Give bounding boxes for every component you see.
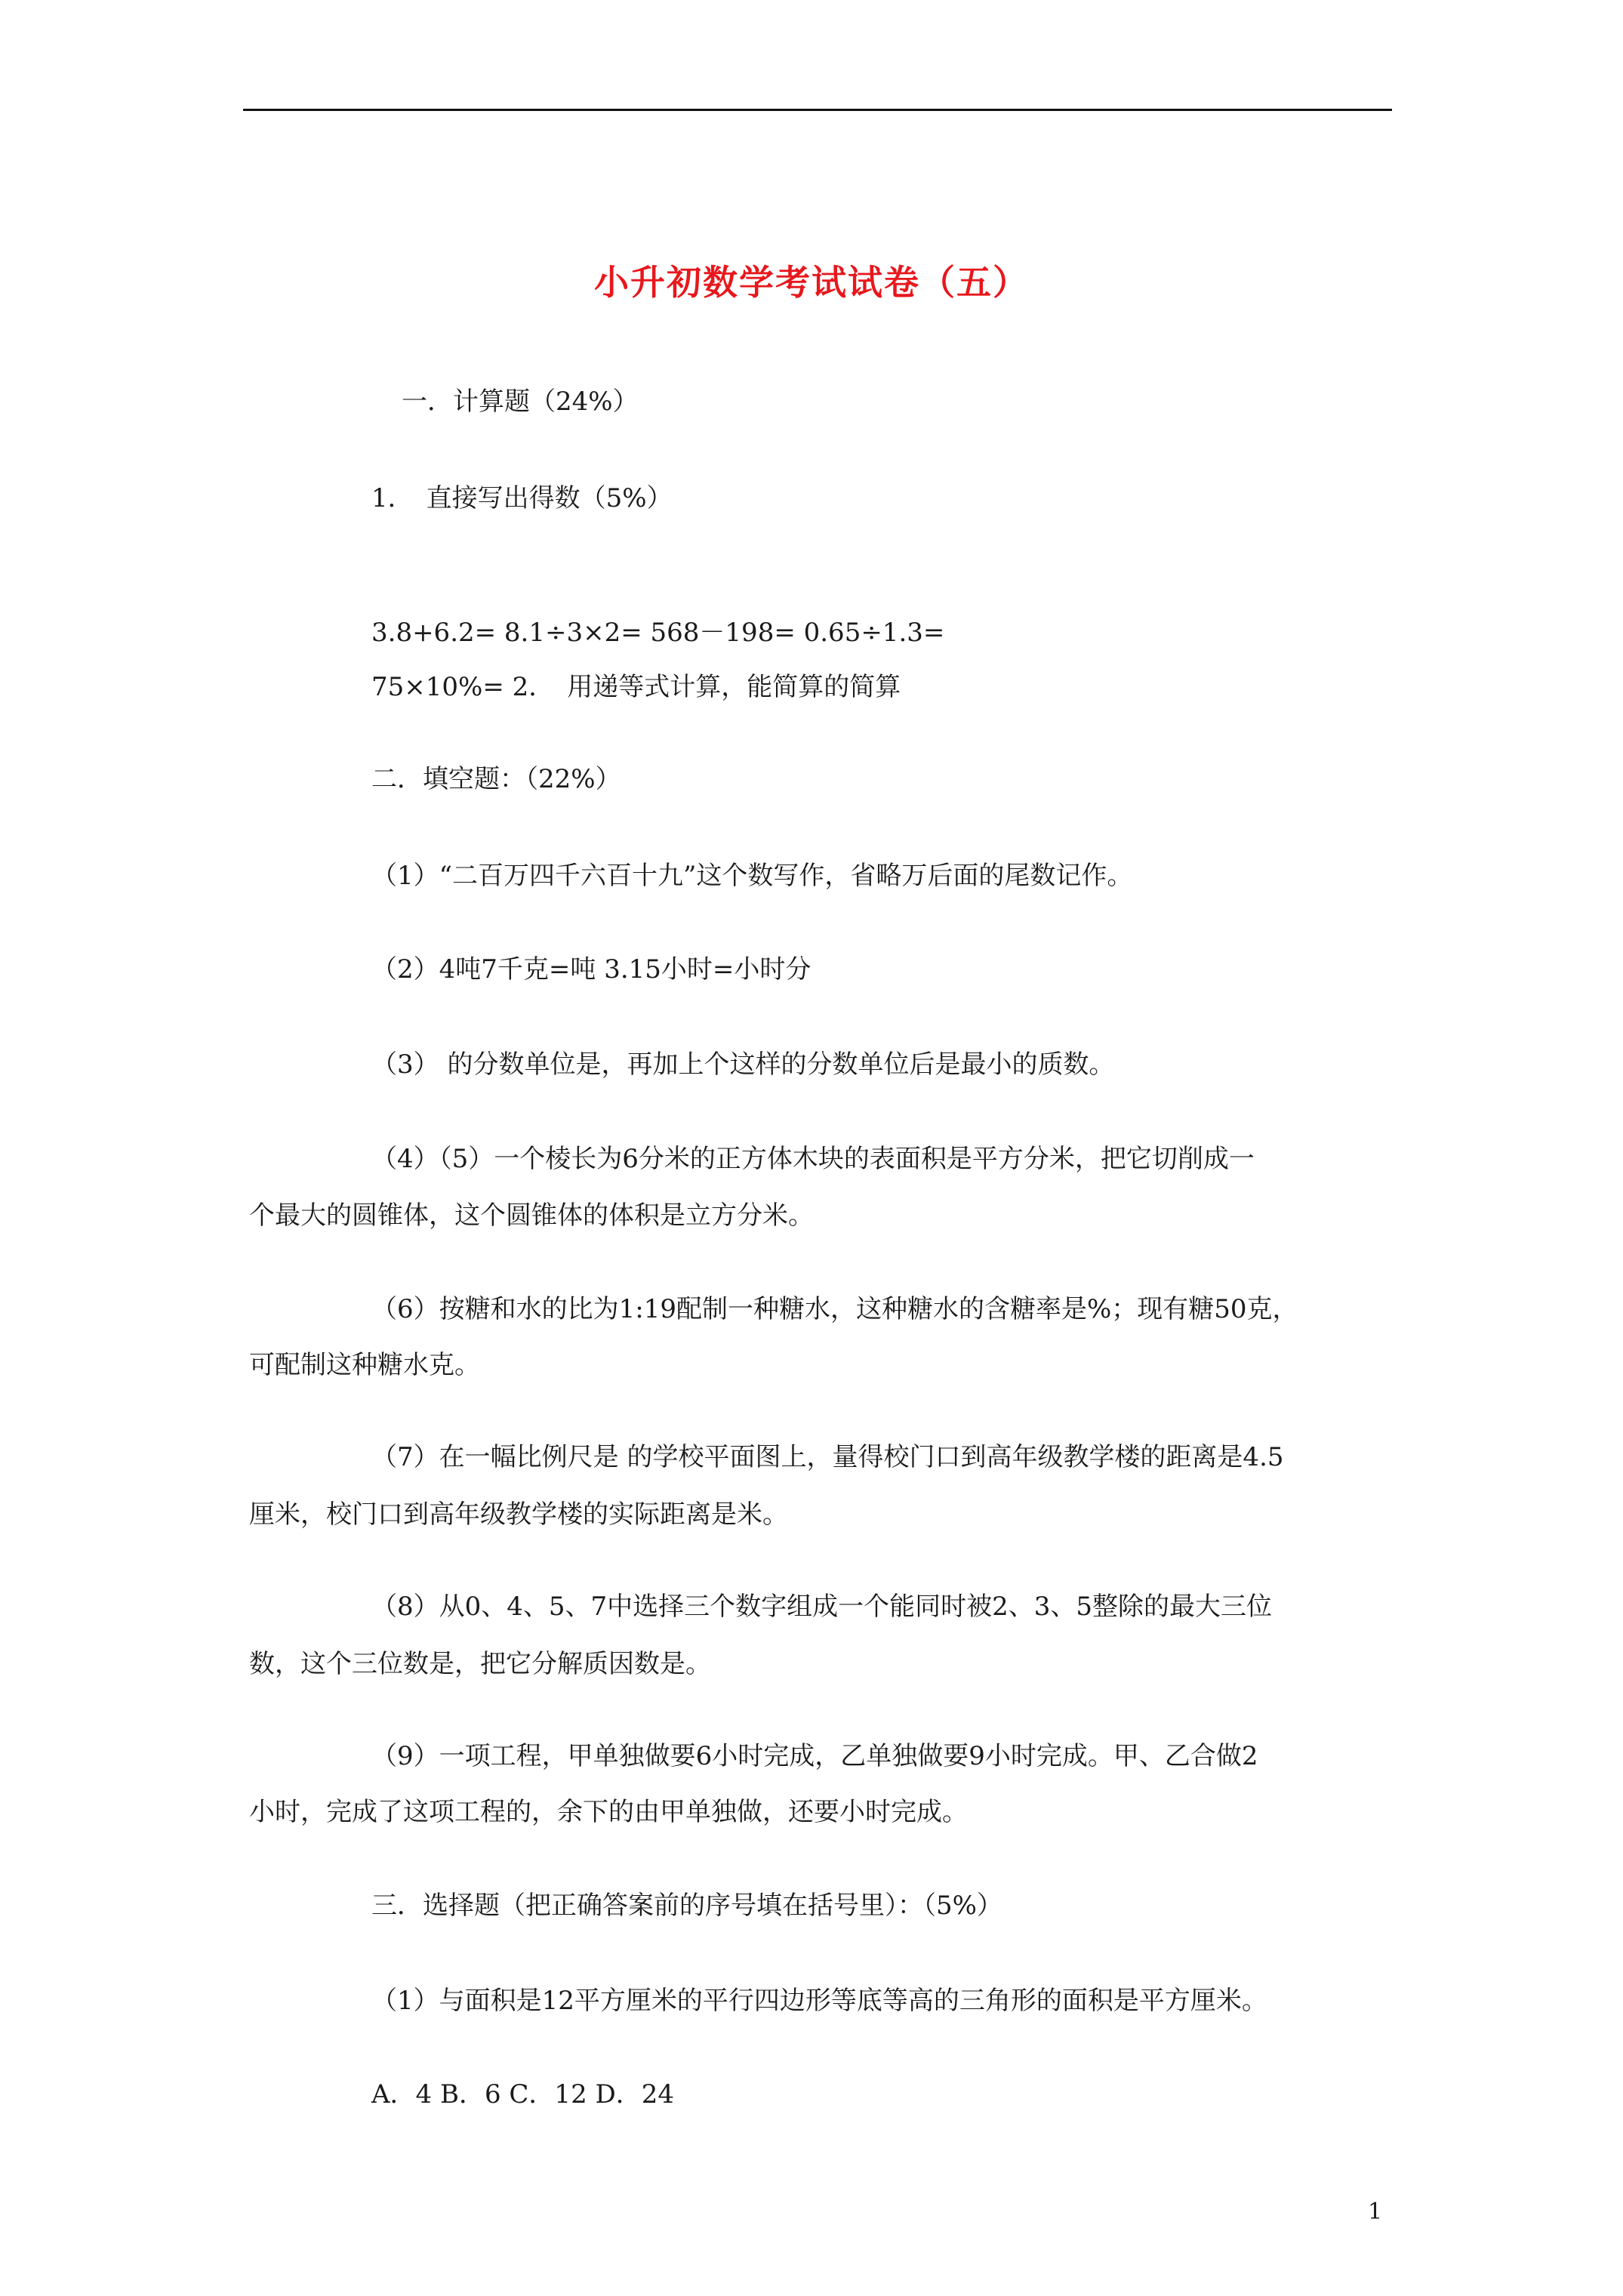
document-title: 小升初数学考试试卷（五）	[594, 262, 1029, 303]
question-line: （3） 的分数单位是，再加上个这样的分数单位后是最小的质数。	[371, 1049, 1115, 1080]
question-line: （1）“二百万四千六百十九”这个数写作，省略万后面的尾数记作。	[371, 861, 1133, 891]
header-rule	[243, 109, 1392, 111]
question-line: 厘米，校门口到高年级教学楼的实际距离是米。	[249, 1499, 788, 1530]
question-line: （7）在一幅比例尺是 的学校平面图上，量得校门口到高年级教学楼的距离是4.5	[371, 1442, 1284, 1472]
question-line: 1． 直接写出得数（5%）	[371, 483, 673, 513]
question-line: （2）4吨7千克=吨 3.15小时=小时分	[371, 954, 812, 985]
question-line: 75×10%= 2． 用递等式计算，能简算的简算	[371, 672, 901, 702]
section-heading-fill-blank: 二．填空题：（22%）	[371, 764, 621, 794]
question-line: （4）（5）一个棱长为6分米的正方体木块的表面积是平方分米，把它切削成一	[371, 1144, 1255, 1174]
page-number: 1	[1368, 2199, 1383, 2225]
section-heading-calculation: 一．计算题（24%）	[402, 387, 639, 417]
question-line: （8）从0、4、5、7中选择三个数字组成一个能同时被2、3、5整除的最大三位	[371, 1592, 1273, 1622]
question-line: 小时，完成了这项工程的，余下的由甲单独做，还要小时完成。	[249, 1797, 968, 1827]
section-heading-multiple-choice: 三．选择题（把正确答案前的序号填在括号里）：（5%）	[371, 1891, 1002, 1921]
question-line: （6）按糖和水的比为1:19配制一种糖水，这种糖水的含糖率是%；现有糖50克，	[371, 1294, 1298, 1324]
question-line: 可配制这种糖水克。	[249, 1350, 480, 1380]
question-line: （9）一项工程，甲单独做要6小时完成，乙单独做要9小时完成。甲、乙合做2	[371, 1741, 1258, 1771]
question-line: （1）与面积是12平方厘米的平行四边形等底等高的三角形的面积是平方厘米。	[371, 1986, 1267, 2016]
question-line: 3.8+6.2= 8.1÷3×2= 568－198= 0.65÷1.3=	[371, 618, 945, 648]
question-line: 个最大的圆锥体，这个圆锥体的体积是立方分米。	[249, 1200, 814, 1231]
answer-options: A．4 B．6 C．12 D．24	[371, 2079, 675, 2110]
question-line: 数，这个三位数是，把它分解质因数是。	[249, 1649, 711, 1679]
